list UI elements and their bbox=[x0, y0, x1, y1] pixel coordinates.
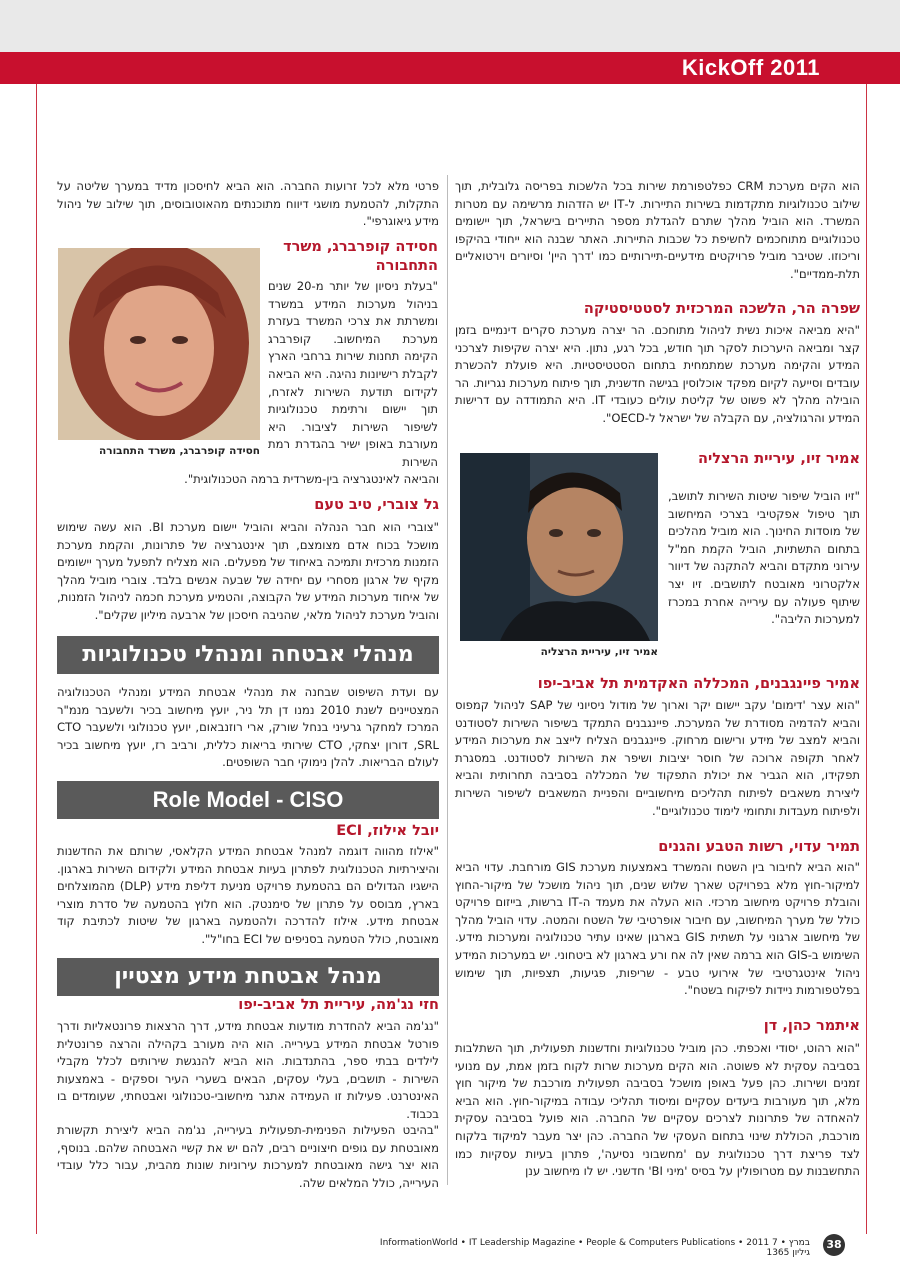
column-divider bbox=[447, 175, 448, 1185]
section-band-role-model-ciso: Role Model - CISO bbox=[57, 781, 439, 819]
hezi-nagma-heading: חזי נג'מה, עיריית תל אביב-יפו bbox=[238, 997, 439, 1013]
yuval-ilouz-text: "אילוז מהווה דוגמה למנהל אבטחת המידע הקלאסי, שרותם את החדשנות והיצירתיות הטכנולוגית לפתרון בעיות אבטחת המידע ולקידום השירות בארגון. הישגיו הגדולים הם בהטמעת פרויקט מניעת דליפת מידע (DLP) מהמוצלחים בארץ, מבוסס על פתרון של סימנטק. הוא חלוץ בהטמעה של סדרת מוצרי אבטחת מידע. אילוז להדרכה ולהטמעה בארגון של שיטות לכתיבת קוד מאובטח, כולל הטמעה בסניפים של ECI בחו"ל". bbox=[57, 844, 439, 946]
yuval-ilouz-heading: יובל אילוז, ECI bbox=[336, 823, 439, 839]
tamir-adoy-heading: תמיר עדוי, רשות הטבע והגנים bbox=[658, 839, 860, 855]
footer-publication-line: InformationWorld • IT Leadership Magazine • People & Computers Publications • 2011 7 במרץ • גיליון 1365 bbox=[379, 1238, 810, 1258]
gal-tzuberi-heading: גל צוברי, טיב טעם bbox=[314, 497, 439, 513]
section-band-security-tech: מנהלי אבטחה ומנהלי טכנולוגיות bbox=[57, 636, 439, 674]
amir-feingbenim-heading: אמיר פיינגבנים, המכללה האקדמית תל אביב-יפו bbox=[537, 676, 860, 692]
hasida-text: "בעלת ניסיון של יותר מ-20 שנים בניהול מערכות המידע במשרד ומשרתת את צרכי המשרד בעזרת מערכת המיחשוב. קופרברג הקימה תחנות שירות ברחבי הארץ לקבלת רישיונות נהיגה. היא הביאה לקידום תודעת השירות לאזרח, תוך יישום ורתימת טכנולוגיות לשיפור השירות לציבור. היא מעורבת באופן ישיר בהגדרת רמת השירות bbox=[268, 279, 438, 469]
right-margin-line bbox=[866, 84, 867, 1234]
shifra-har-heading: שפרה הר, הלשכה המרכזית לסטטיסטיקה bbox=[583, 301, 860, 317]
itamar-cohen-text: "הוא רהוט, יסודי ואכפתי. כהן מוביל טכנולוגיות וחדשנות תפעולית, תוך השתלבות בסביבה עסקית לא פשוטה. הוא הקים מערכות שרות לקוח בזמן אמת, עם מנועי זמנים ושירות. כהן פעל באופן מושכל בסביבה תפעולית מורכבת של מיקור חוץ מלא, תוך מעורבות ביעדים עסקיים ומיסוד תהליכי עבודה במיקור-חוץ. הוא הביא להאחדה של פתרונות לצרכים עסקיים של החברה. הוא פועל בסביבה עסקית מורכבת, הכוללת שינוי בתחום העסקי של החברה. כהן יצר מעבר למיקוד בלקוח לצד פריצת דרך טכנולוגית עם 'מחשבוני נסיעה', פתרון בעיות עסקיות כמו התחשבנות עם מטרופולין על בסיס 'מיני BI' חדשני. יש לו מיחשוב ענן bbox=[455, 1041, 860, 1179]
left-margin-line bbox=[36, 84, 37, 1234]
amir-feingbenim-text: "הוא עצר 'דימום' עקב יישום יקר וארוך של מודול ניסיוני של SAP לניהול קמפוס והביא להדמיה מסודרת של המערכת. פיינגבנים התמקד בשיפור השירות לסטודנט והביא למצב של מידע ורישום מרחוק. פיינגבנים הצליח לייצב את מערכות המידע לאחר תקופה ארוכה של חוסר יציבות ושיפר את השירות לסטודנט. במסגרת תפקידו, הוא הגביר את יכולת התפקוד של המכללה בסביבה תחרותית והביא ליצירת משאבים לפיתוח תהליכים מיחשוביים והפניית המשאבים לשיפור השירות ולפיתוח מעבדות ותחומי לימוד טכנולוגיים". bbox=[455, 698, 860, 818]
left-intro: פרטי מלא לכל זרועות החברה. הוא הביא לחיסכון מדיד במערך שליטה על התקלות, להטמעת מושגי דיווח מתוכנתים מהאוטובוסים, תוך שילוב של ניהול מידע גיאוגרפי". bbox=[57, 179, 439, 229]
hasida-photo bbox=[58, 248, 260, 440]
hasida-heading: חסידה קופרברג, משרד התחבורה bbox=[283, 239, 438, 274]
amir-ziv-text: "זיו הוביל שיפור שיטות השירות לתושב, תוך טיפול אפקטיבי בצרכי המיחשוב של מוסדות החינוך. הוא מוביל מהלכים בתחום התשתיות, הוביל הקמת חמ"ל עירוני מתקדם והביא להתקנה של דיוור אלקטרוני מאובטח לתושבים. זיו יצר שיתוף פעולה עם עירייה אחרת במכרז למערכות הליבה". bbox=[668, 489, 860, 627]
amir-ziv-caption: אמיר זיו, עיריית הרצליה bbox=[540, 646, 658, 658]
right-intro: הוא הקים מערכת CRM כפלטפורמת שירות בכל הלשכות בפריסה גלובלית, תוך שילוב טכנולוגיות מתקדמות בשירות התיירות. ל-IT יש הזדהות מרשימה עם מטרות המשרד. הוא הוביל מהלך שתרם להגדלת מספר התיירים בישראל, תוך יישומים טכנולוגיים מתוחכמים לחשיפת כל שכבות התיירות. האתר שבנה הוא ייחודי בהיקפו וריכוזו. שטיבר מוביל פרויקטים מידעיים-תיירותיים כמו 'דרך היין' וסיורים וירטואליים תלת-ממדיים". bbox=[455, 179, 861, 281]
hasida-text-cont: והביאה לאינטגרציה בין-משרדית ברמה הטכנולוגית". bbox=[184, 472, 439, 486]
tamir-adoy-text: "הוא הביא לחיבור בין השטח והמשרד באמצעות מערכת GIS מורחבת. עדוי הביא למיקור-חוץ מלא בפרויקט שארך שלוש שנים, תוך ניהול מושכל של מיקור-החוץ והובלת פרויקט מיחשוב מרכזי. הוא העלה את מעמד ה-IT ברשות, בייזום פרויקט כולל של מערך המיחשוב, עם חיבור אופרטיבי של השטח והמטה. עדוי הוביל מהלך של מיחשוב ארגוני על תשתית GIS בארגון שאינו עתיר טכנולוגיה ומערכות מידע. השימוש ב-GIS הוא ברמה שאין לה אח ורע בארגון לא ביטחוני. יש במערכות המידע ניהול אינטגרטיבי של אירועי טבע - שריפות, פגיעות, תצפיות, תוך שימוש בפלטפורמות ניידות לפיקוח בשטח". bbox=[455, 860, 861, 998]
page-number: 38 bbox=[823, 1234, 845, 1256]
header-gray-bar bbox=[0, 0, 900, 52]
section-band-security-manager: מנהל אבטחת מידע מצטיין bbox=[57, 958, 439, 996]
header-red-band bbox=[0, 52, 900, 84]
amir-ziv-heading: אמיר זיו, עיריית הרצליה bbox=[697, 451, 860, 467]
committee-text: עם ועדת השיפוט שבחנה את מנהלי אבטחת המידע ומנהלי הטכנולוגיה המצטיינים לשנת 2010 נמנו דן תל ניר, יועץ מיחשוב בכיר ולשעבר מנמ"ר המרכז למחקר גרעיני בנחל שורק, ארי רוזנבאום, יועץ טכנולוגי ולשעבר CTO SRL, דורון יצחקי, CTO שירותי בריאות כללית, ורביב רז, יועץ מיחשוב בכיר לעולם הבריאות. להלן נימוקי חבר השופטים. bbox=[57, 685, 440, 770]
gal-tzuberi-text: "צוברי הוא חבר הנהלה והביא והוביל יישום מערכת BI. הוא עשה שימוש מושכל בכוח אדם מצומצם, תוך אינטגרציה של פתרונות, והקמת מערכת הזמנות מרכזית ותמיכה באיחוד של מפעלים. הוא מצליח לתפעל מערך יישומים מקיף של ארגון מסחרי עם יחידה של שבעה אנשים בלבד. צוברי מוביל מהלך של איחוד מערכות המידע של הקבוצה, והטמיע מערכת חכמה לניהול הזמנות, והוביל מערכת לניהול מלאי, שהניבה חיסכון של ארבעה מיליון שקלים". bbox=[57, 520, 439, 622]
hezi-nagma-text-2: "בהיבט הפעילות הפנימית-תפעולית בעירייה, נג'מה הביא ליצירת תקשורת מאובטחת עם גופים חיצוניים רבים, להם יש את קשיי האבטחה שלהם. בנוסף, הוא יצר גישה מאובטחת למערכות עירוניות שונות מהבית, עבור כלל עובדי העירייה, כולל המלאים שלה. bbox=[57, 1123, 439, 1190]
itamar-cohen-heading: איתמר כהן, דן bbox=[763, 1018, 860, 1034]
hasida-caption: חסידה קופרברג, משרד התחבורה bbox=[99, 445, 260, 457]
amir-ziv-photo bbox=[460, 453, 658, 641]
hezi-nagma-text-1: "נג'מה הביא להחדרת מודעות אבטחת מידע, דרך הרצאות פרונטאליות ודרך פורטל אבטחת המידע בעירייה. הוא היה מעורב בקהילה והרצה פרונטלית לילדים בבתי ספר, בהתנדבות. הוא הביא להנגשת שירותים לכלל מקבלי השירות - תושבים, בעלי עסקים, הבאים בשערי העיר וספקים - באמצעות האינטרנט. פעילות זו העמידה אתגר מיחשובי-טכנולוגי ואבטחתי, שעומדים בו בכבוד. bbox=[57, 1019, 439, 1121]
shifra-har-text: "היא מביאה איכות נשית לניהול מתוחכם. הר יצרה מערכת סקרים דינמיים בזמן קצר ומביאה היערכות לסקר תוך חודש, בכל רגע, נתון. היא יצרה שקיפות לצרכני המידע והקימה מערכת שמתמחית בתחום הסטטיסטיות. היא פועלת להכשרת עובדים וסייעה לקיום מפקד אוכלוסין בגישה חדשנית, תוך פיתוח מערכות נגריות. הר הובילה מהלך לא פשוט של קליטת עולים כעובדי IT. היא התמודדה עם דרישות המידע והרגולציה, עם הקבלה של ישראל ל-OECD". bbox=[455, 323, 860, 425]
kickoff-title: KickOff 2011 bbox=[681, 55, 820, 80]
